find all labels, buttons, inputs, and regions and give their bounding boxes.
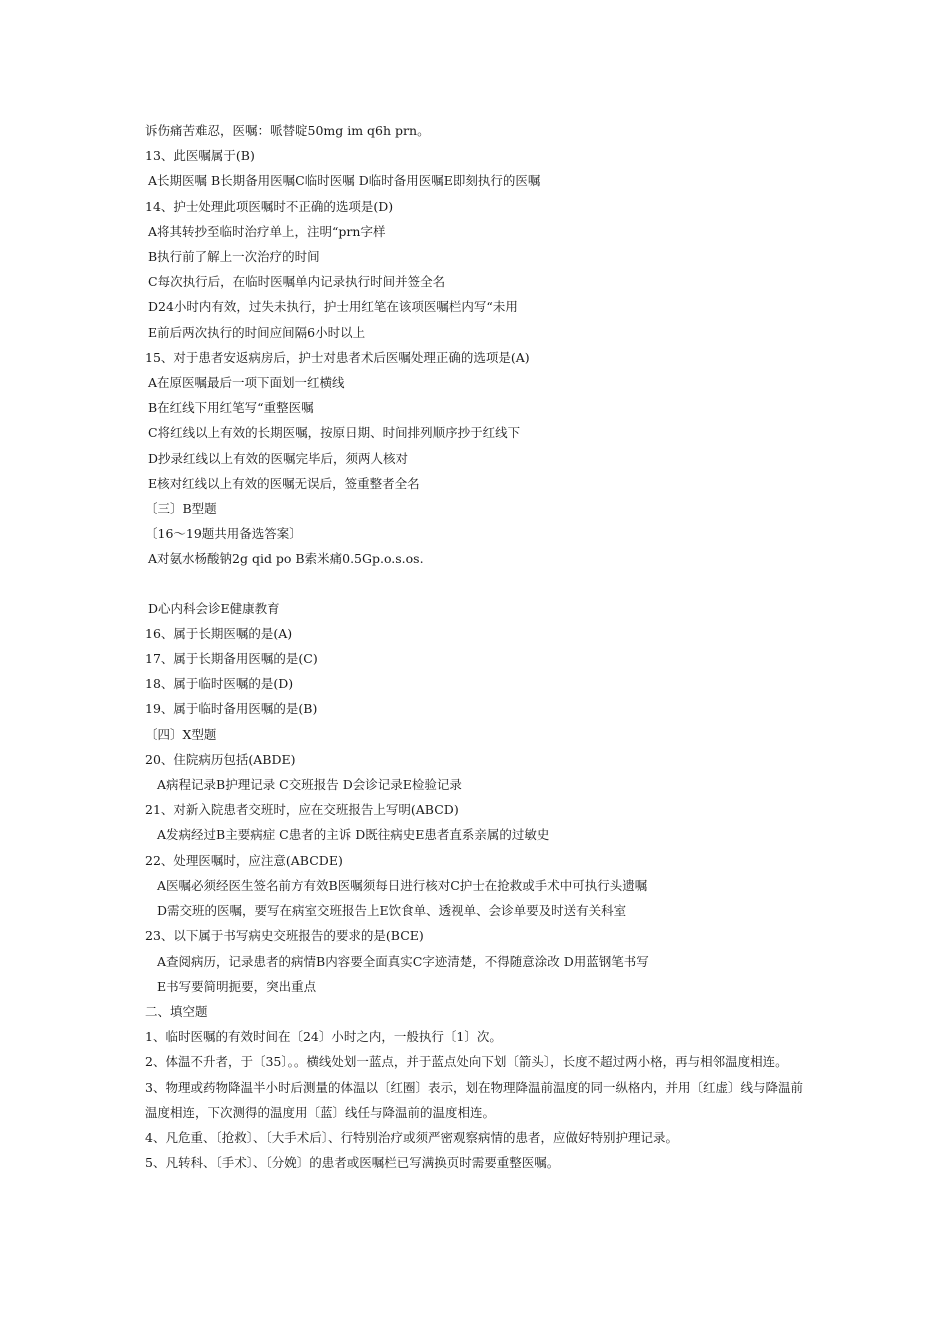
option-14b: B执行前了解上一次治疗的时间: [148, 249, 320, 265]
question-15: 15、对于患者安返病房后，护士对患者术后医嘱处理正确的选项是(A): [145, 349, 530, 365]
fill-blank-4: 4、凡危重、〔抢救〕、〔大手术后〕、行特别治疗或须严密观察病情的患者，应做好特别护理记录。: [145, 1129, 678, 1145]
text-line: 诉伤痛苦难忍，医嘱：哌替啶50mg im q6h prn。: [145, 123, 430, 138]
option-15b: B在红线下用红笔写“重整医嘱: [148, 400, 314, 416]
question-13: 13、此医嘱属于(B): [145, 148, 255, 164]
section-heading-b: 〔三〕B型题: [145, 501, 217, 517]
question-14: 14、护士处理此项医嘱时不正确的选项是(D): [145, 198, 394, 214]
shared-answers-note: 〔16〜19题共用备选答案〕: [145, 526, 302, 542]
shared-options-ab: A对氨水杨酸钠2g qid po B索米痛0.5Gp.o.s.os.: [148, 551, 424, 567]
option-15a: A在原医嘱最后一项下面划一红横线: [148, 375, 345, 391]
option-14a: A将其转抄至临时治疗单上，注明“prn字样: [148, 223, 386, 239]
options-20: A病程记录B护理记录 C交班报告 D会诊记录E检验记录: [157, 777, 462, 793]
section-heading-x: 〔四〕X型题: [145, 726, 217, 742]
question-16: 16、属于长期医嘱的是(A): [145, 625, 293, 641]
option-15c: C将红线以上有效的长期医嘱，按原日期、时间排列顺序抄于红线下: [148, 425, 521, 441]
options-22-a-c: A医嘱必须经医生签名前方有效B医嘱须每日进行核对C护士在抢救或手术中可执行头遗嘱: [157, 877, 648, 893]
fill-blank-2: 2、体温不升者，于〔35〕。。横线处划一蓝点，并于蓝点处向下划〔箭头〕，长度不超过两小格，再与相邻温度相连。: [145, 1054, 788, 1070]
document-body: [145, 118, 805, 1175]
option-15d: D抄录红线以上有效的医嘱完毕后，须两人核对: [148, 450, 409, 466]
options-23-e: E书写要简明扼要，突出重点: [157, 978, 317, 994]
question-18: 18、属于临时医嘱的是(D): [145, 676, 294, 692]
options-21: A发病经过B主要病症 C患者的主诉 D既往病史E患者直系亲属的过敏史: [157, 827, 550, 843]
option-15e: E核对红线以上有效的医嘱无误后，签重整者全名: [148, 475, 420, 491]
option-14c: C每次执行后，在临时医嘱单内记录执行时间并签全名: [148, 274, 446, 290]
section-heading-fill-blank: 二、填空题: [145, 1003, 208, 1019]
options-22-d-e: D需交班的医嘱，要写在病室交班报告上E饮食单、透视单、会诊单要及时送有关科室: [157, 903, 627, 919]
fill-blank-5: 5、凡转科、〔手术〕、〔分娩〕的患者或医嘱栏已写满换页时需要重整医嘱。: [145, 1155, 560, 1171]
question-22: 22、处理医嘱时，应注意(ABCDE): [145, 852, 343, 868]
option-14e: E前后两次执行的时间应间隔6小时以上: [148, 324, 366, 340]
question-17: 17、属于长期备用医嘱的是(C): [145, 651, 318, 667]
question-19: 19、属于临时备用医嘱的是(B): [145, 701, 318, 717]
question-20: 20、住院病历包括(ABDE): [145, 751, 296, 767]
blank-gap: [145, 572, 805, 596]
shared-options-de: D心内科会诊E健康教育: [148, 600, 280, 616]
options-13: A长期医嘱 B长期备用医嘱C临时医嘱 D临时备用医嘱E即刻执行的医嘱: [148, 173, 541, 189]
question-23: 23、以下属于书写病史交班报告的要求的是(BCE): [145, 928, 424, 944]
question-21: 21、对新入院患者交班时，应在交班报告上写明(ABCD): [145, 802, 459, 818]
option-14d: D24小时内有效，过失未执行，护士用红笔在该项医嘱栏内写“未用: [148, 299, 518, 315]
options-23-a-d: A查阅病历，记录患者的病情B内容要全面真实C字迹清楚，不得随意涂改 D用蓝钢笔书写: [157, 953, 649, 969]
fill-blank-3: 3、物理或药物降温半小时后测量的体温以〔红圈〕表示，划在物理降温前温度的同一纵格内，并用〔红虚〕线与降温前温度相连，下次测得的温度用〔蓝〕线任与降温前的温度相连。: [145, 1079, 803, 1120]
fill-blank-1: 1、临时医嘱的有效时间在〔24〕小时之内，一般执行〔1〕次。: [145, 1029, 502, 1045]
